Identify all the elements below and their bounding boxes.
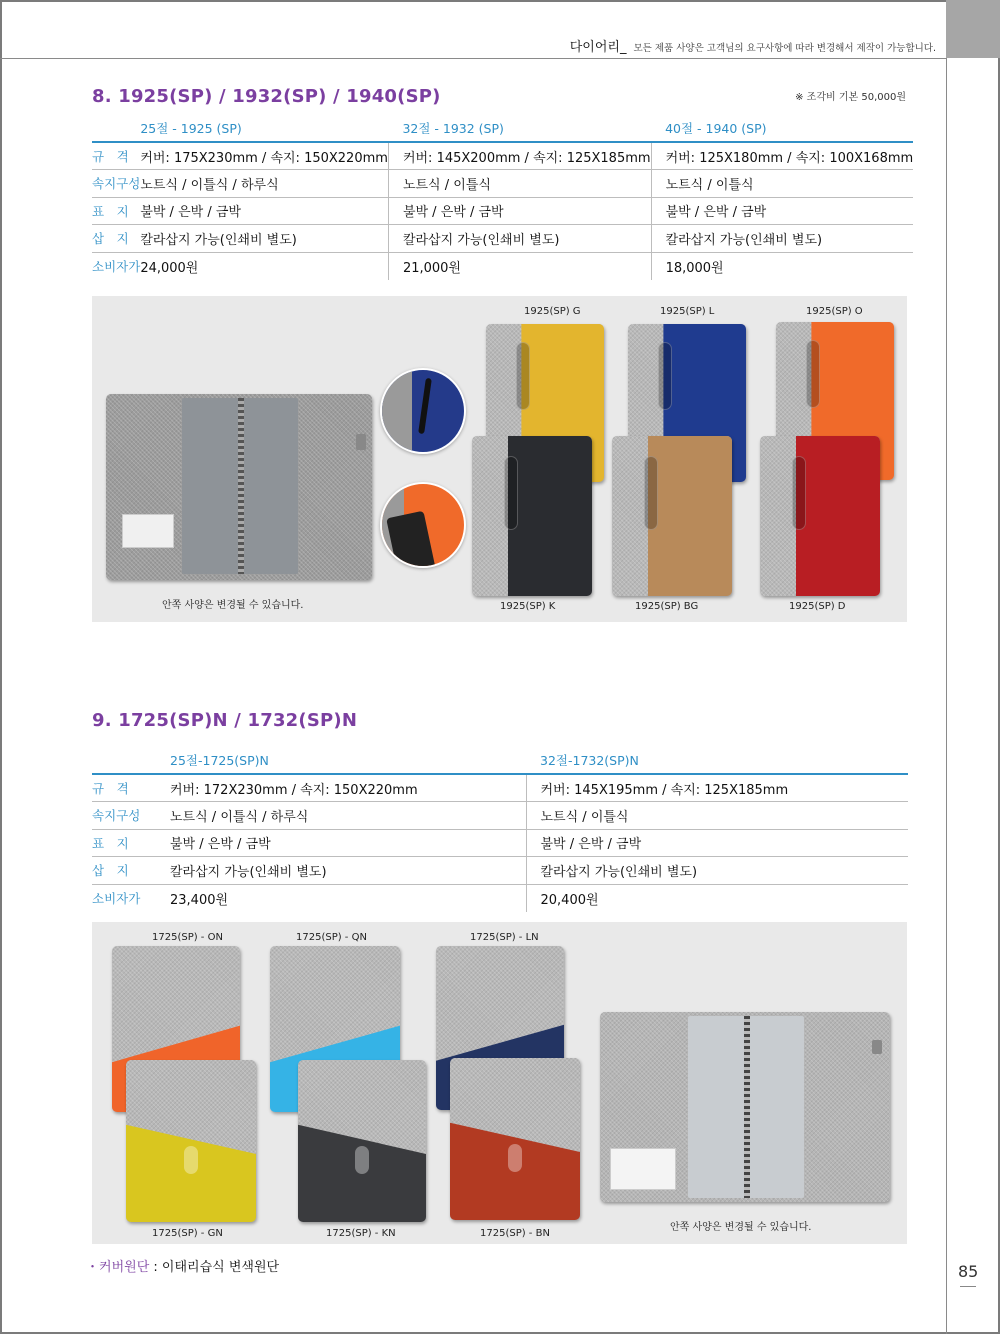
section-9-inside-note: 안쪽 사양은 변경될 수 있습니다. [670, 1222, 812, 1233]
row-label: 속지구성 [92, 170, 140, 198]
open-diary-image-2 [600, 1012, 890, 1202]
cell: 노트식 / 이틀식 [526, 802, 908, 830]
pen-detail-image [380, 368, 466, 454]
section-9-photo-panel [92, 922, 907, 1244]
product-caption: 1925(SP) L [660, 306, 715, 317]
page-header [570, 36, 936, 55]
col-header: 25절-1725(SP)N [170, 746, 526, 774]
cell: 노트식 / 이틀식 / 하루식 [170, 802, 526, 830]
col-header: 40절 - 1940 (SP) [651, 114, 913, 142]
cell: 불박 / 은박 / 금박 [140, 197, 388, 225]
product-image-d [760, 436, 880, 596]
header-divider [0, 58, 946, 59]
section-8-title: 8. 1925(SP) / 1932(SP) / 1940(SP) [92, 86, 441, 107]
product-caption: 1925(SP) D [789, 601, 846, 612]
table-row [92, 252, 913, 280]
cell: 커버: 175X230mm / 속지: 150X220mm [140, 142, 388, 170]
cell: 20,400원 [526, 884, 908, 912]
header-category: 다이어리_ [569, 40, 627, 55]
cell: 커버: 145X195mm / 속지: 125X185mm [526, 774, 908, 802]
table-row [92, 142, 913, 170]
col-header: 32절 - 1932 (SP) [388, 114, 651, 142]
cell: 커버: 145X200mm / 속지: 125X185mm [388, 142, 651, 170]
bullet-icon: ・ [86, 1260, 100, 1275]
product-caption: 1925(SP) O [806, 306, 863, 317]
cell: 칼라삽지 가능(인쇄비 별도) [526, 857, 908, 885]
product-caption: 1925(SP) BG [635, 601, 699, 612]
product-image-gn [126, 1060, 256, 1222]
row-label: 규 격 [92, 142, 140, 170]
section-8-note: ※ 조각비 기본 50,000원 [795, 92, 906, 103]
page-number-rule [960, 1286, 976, 1287]
section-9-title: 9. 1725(SP)N / 1732(SP)N [92, 710, 358, 731]
cell: 불박 / 은박 / 금박 [170, 829, 526, 857]
header-notice: 모든 제품 사양은 고객님의 요구사항에 따라 변경해서 제작이 가능합니다. [633, 43, 936, 54]
section-9-spec-table [92, 746, 908, 912]
product-caption: 1725(SP) - QN [296, 932, 367, 943]
cell: 불박 / 은박 / 금박 [651, 197, 913, 225]
table-row [92, 170, 913, 198]
product-image-bn [450, 1058, 580, 1220]
right-margin-rule [946, 58, 947, 1334]
row-label: 표 지 [92, 197, 140, 225]
cell: 불박 / 은박 / 금박 [526, 829, 908, 857]
table-row [92, 197, 913, 225]
cell: 칼라삽지 가능(인쇄비 별도) [140, 225, 388, 253]
product-caption: 1725(SP) - LN [470, 932, 539, 943]
product-image-kn [298, 1060, 426, 1222]
cell: 23,400원 [170, 892, 229, 908]
product-image-bg [612, 436, 732, 596]
row-label: 삽 지 [92, 857, 170, 885]
row-label: 삽 지 [92, 225, 140, 253]
cell: 21,000원 [388, 252, 651, 280]
cell: 커버: 125X180mm / 속지: 100X168mm [651, 142, 913, 170]
cell: 24,000원 [140, 260, 199, 276]
product-image-k [472, 436, 592, 596]
bullet-label: 커버원단 [99, 1260, 150, 1275]
col-header: 25절 - 1925 (SP) [140, 114, 388, 142]
row-label: 속지구성 [92, 802, 170, 830]
cell: 칼라삽지 가능(인쇄비 별도) [388, 225, 651, 253]
section-8-spec-table [92, 114, 913, 280]
row-label: 규 격 [92, 774, 170, 802]
product-caption: 1725(SP) - BN [480, 1228, 550, 1239]
table-row [92, 857, 908, 885]
corner-tab [946, 0, 1000, 58]
cell: 칼라삽지 가능(인쇄비 별도) [170, 857, 526, 885]
product-caption: 1725(SP) - ON [152, 932, 223, 943]
cell: 불박 / 은박 / 금박 [388, 197, 651, 225]
cell: 노트식 / 이틀식 [651, 170, 913, 198]
cover-fabric-note: ・커버원단 : 이태리습식 변색원단 [86, 1260, 280, 1275]
table-row [92, 829, 908, 857]
cell: 커버: 172X230mm / 속지: 150X220mm [170, 774, 526, 802]
page-number: 85 [958, 1262, 979, 1281]
section-8-inside-note: 안쪽 사양은 변경될 수 있습니다. [162, 600, 304, 611]
table-row [92, 884, 908, 912]
row-label: 표 지 [92, 829, 170, 857]
product-caption: 1925(SP) K [500, 601, 556, 612]
cell: 18,000원 [651, 252, 913, 280]
section-8-photo-panel [92, 296, 907, 622]
cell: 칼라삽지 가능(인쇄비 별도) [651, 225, 913, 253]
row-label: 소비자가 [92, 259, 141, 274]
table-row [92, 225, 913, 253]
table-row [92, 802, 908, 830]
product-caption: 1725(SP) - GN [152, 1228, 223, 1239]
product-caption: 1925(SP) G [524, 306, 581, 317]
product-caption: 1725(SP) - KN [326, 1228, 396, 1239]
cell: 노트식 / 이틀식 / 하루식 [140, 170, 388, 198]
table-row [92, 774, 908, 802]
row-label: 소비자가 [92, 891, 141, 906]
bullet-text: 이태리습식 변색원단 [161, 1260, 280, 1275]
phone-detail-image [380, 482, 466, 568]
open-diary-image [106, 394, 372, 580]
col-header: 32절-1732(SP)N [526, 746, 908, 774]
cell: 노트식 / 이틀식 [388, 170, 651, 198]
